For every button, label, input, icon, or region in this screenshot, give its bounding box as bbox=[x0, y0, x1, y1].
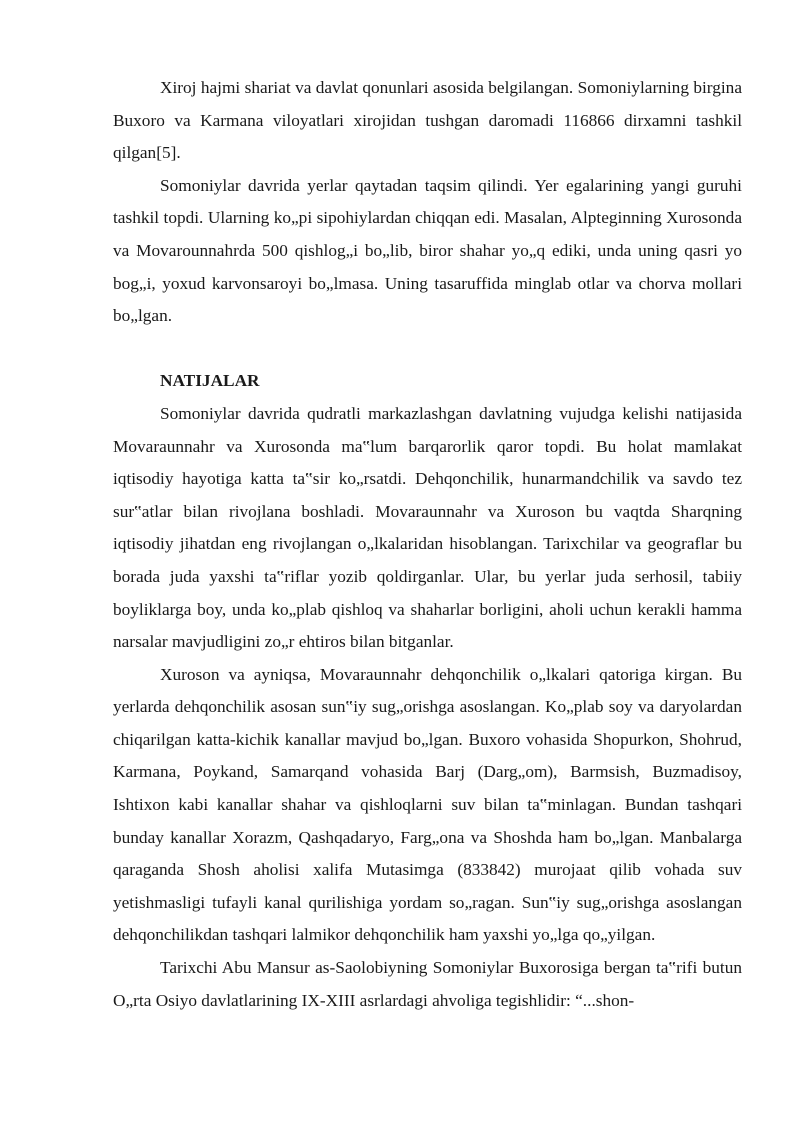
document-page bbox=[113, 72, 742, 1017]
paragraph-xiroj: Xiroj hajmi shariat va davlat qonunlari asosida belgilangan. Somoniylarning birgina Buxoro va Karmana viloyatlari xirojidan tushgan daromadi 116866 dirxamni tashkil qilgan[5]. bbox=[113, 78, 742, 163]
section-spacer bbox=[113, 333, 742, 366]
paragraph-barqarorlik: Somoniylar davrida qudratli markazlashgan davlatning vujudga kelishi natijasida Movaraunnahr va Xurosonda ma‟lum barqarorlik qaror topdi. Bu holat mamlakat iqtisodiy hayotiga katta ta‟sir ko„rsatdi. Dehqonchilik, hunarmandchilik va savdo tez sur‟atlar bilan rivojlana boshladi. Movaraunnahr va Xuroson bu vaqtda Sharqning iqtisodiy jihatdan eng rivojlangan o„lkalaridan hisoblangan. Tarixchilar va geograflar bu borada juda yaxshi ta‟riflar yozib qoldirganlar. Ular, bu yerlar juda serhosil, tabiiy boyliklarga boy, unda ko„plab qishloq va shaharlar borligini, aholi uchun kerakli hamma narsalar mavjudligini zo„r ehtiros bilan bitganlar. bbox=[113, 403, 742, 652]
paragraph-saolobiy: Tarixchi Abu Mansur as-Saolobiyning Somoniylar Buxorosiga bergan ta‟rifi butun O„rta Osiyo davlatlarining IX-XIII asrlardagi ahvoliga tegishlidir: “...shon- bbox=[113, 958, 742, 1010]
paragraph-dehqonchilik: Xuroson va ayniqsa, Movaraunnahr dehqonchilik o„lkalari qatoriga kirgan. Bu yerlarda dehqonchilik asosan sun‟iy sug„orishga asoslangan. Ko„plab soy va daryolardan chiqarilgan katta-kichik kanallar mavjud bo„lgan. Buxoro vohasida Shopurkon, Shohrud, Karmana, Poykand, Samarqand vohasida Barj (Darg„om), Barmsish, Buzmadisoy, Ishtixon kabi kanallar shahar va qishloqlarni suv bilan ta‟minlagan. Bundan tashqari bunday kanallar Xorazm, Qashqadaryo, Farg„ona va Shoshda ham bo„lgan. Manbalarga qaraganda Shosh aholisi xalifa Mutasimga (833842) murojaat qilib vohada suv yetishmasligi tufayli kanal qurilishiga yordam so„ragan. Sun‟iy sug„orishga asoslangan dehqonchilikdan tashqari lalmikor dehqonchilik ham yaxshi yo„lga qo„yilgan. bbox=[113, 664, 742, 945]
paragraph-yerlar-taqsimi: Somoniylar davrida yerlar qaytadan taqsim qilindi. Yer egalarining yangi guruhi tashkil topdi. Ularning ko„pi sipohiylardan chiqqan edi. Masalan, Alpteginning Xurosonda va Movarounnahrda 500 qishlog„i bo„lib, biror shahar yo„q ediki, unda uning qasri yo bog„i, yoxud karvonsaroyi bo„lmasa. Uning tasaruffida minglab otlar va chorva mollari bo„lgan. bbox=[113, 175, 742, 326]
section-heading: NATIJALAR bbox=[160, 371, 260, 391]
